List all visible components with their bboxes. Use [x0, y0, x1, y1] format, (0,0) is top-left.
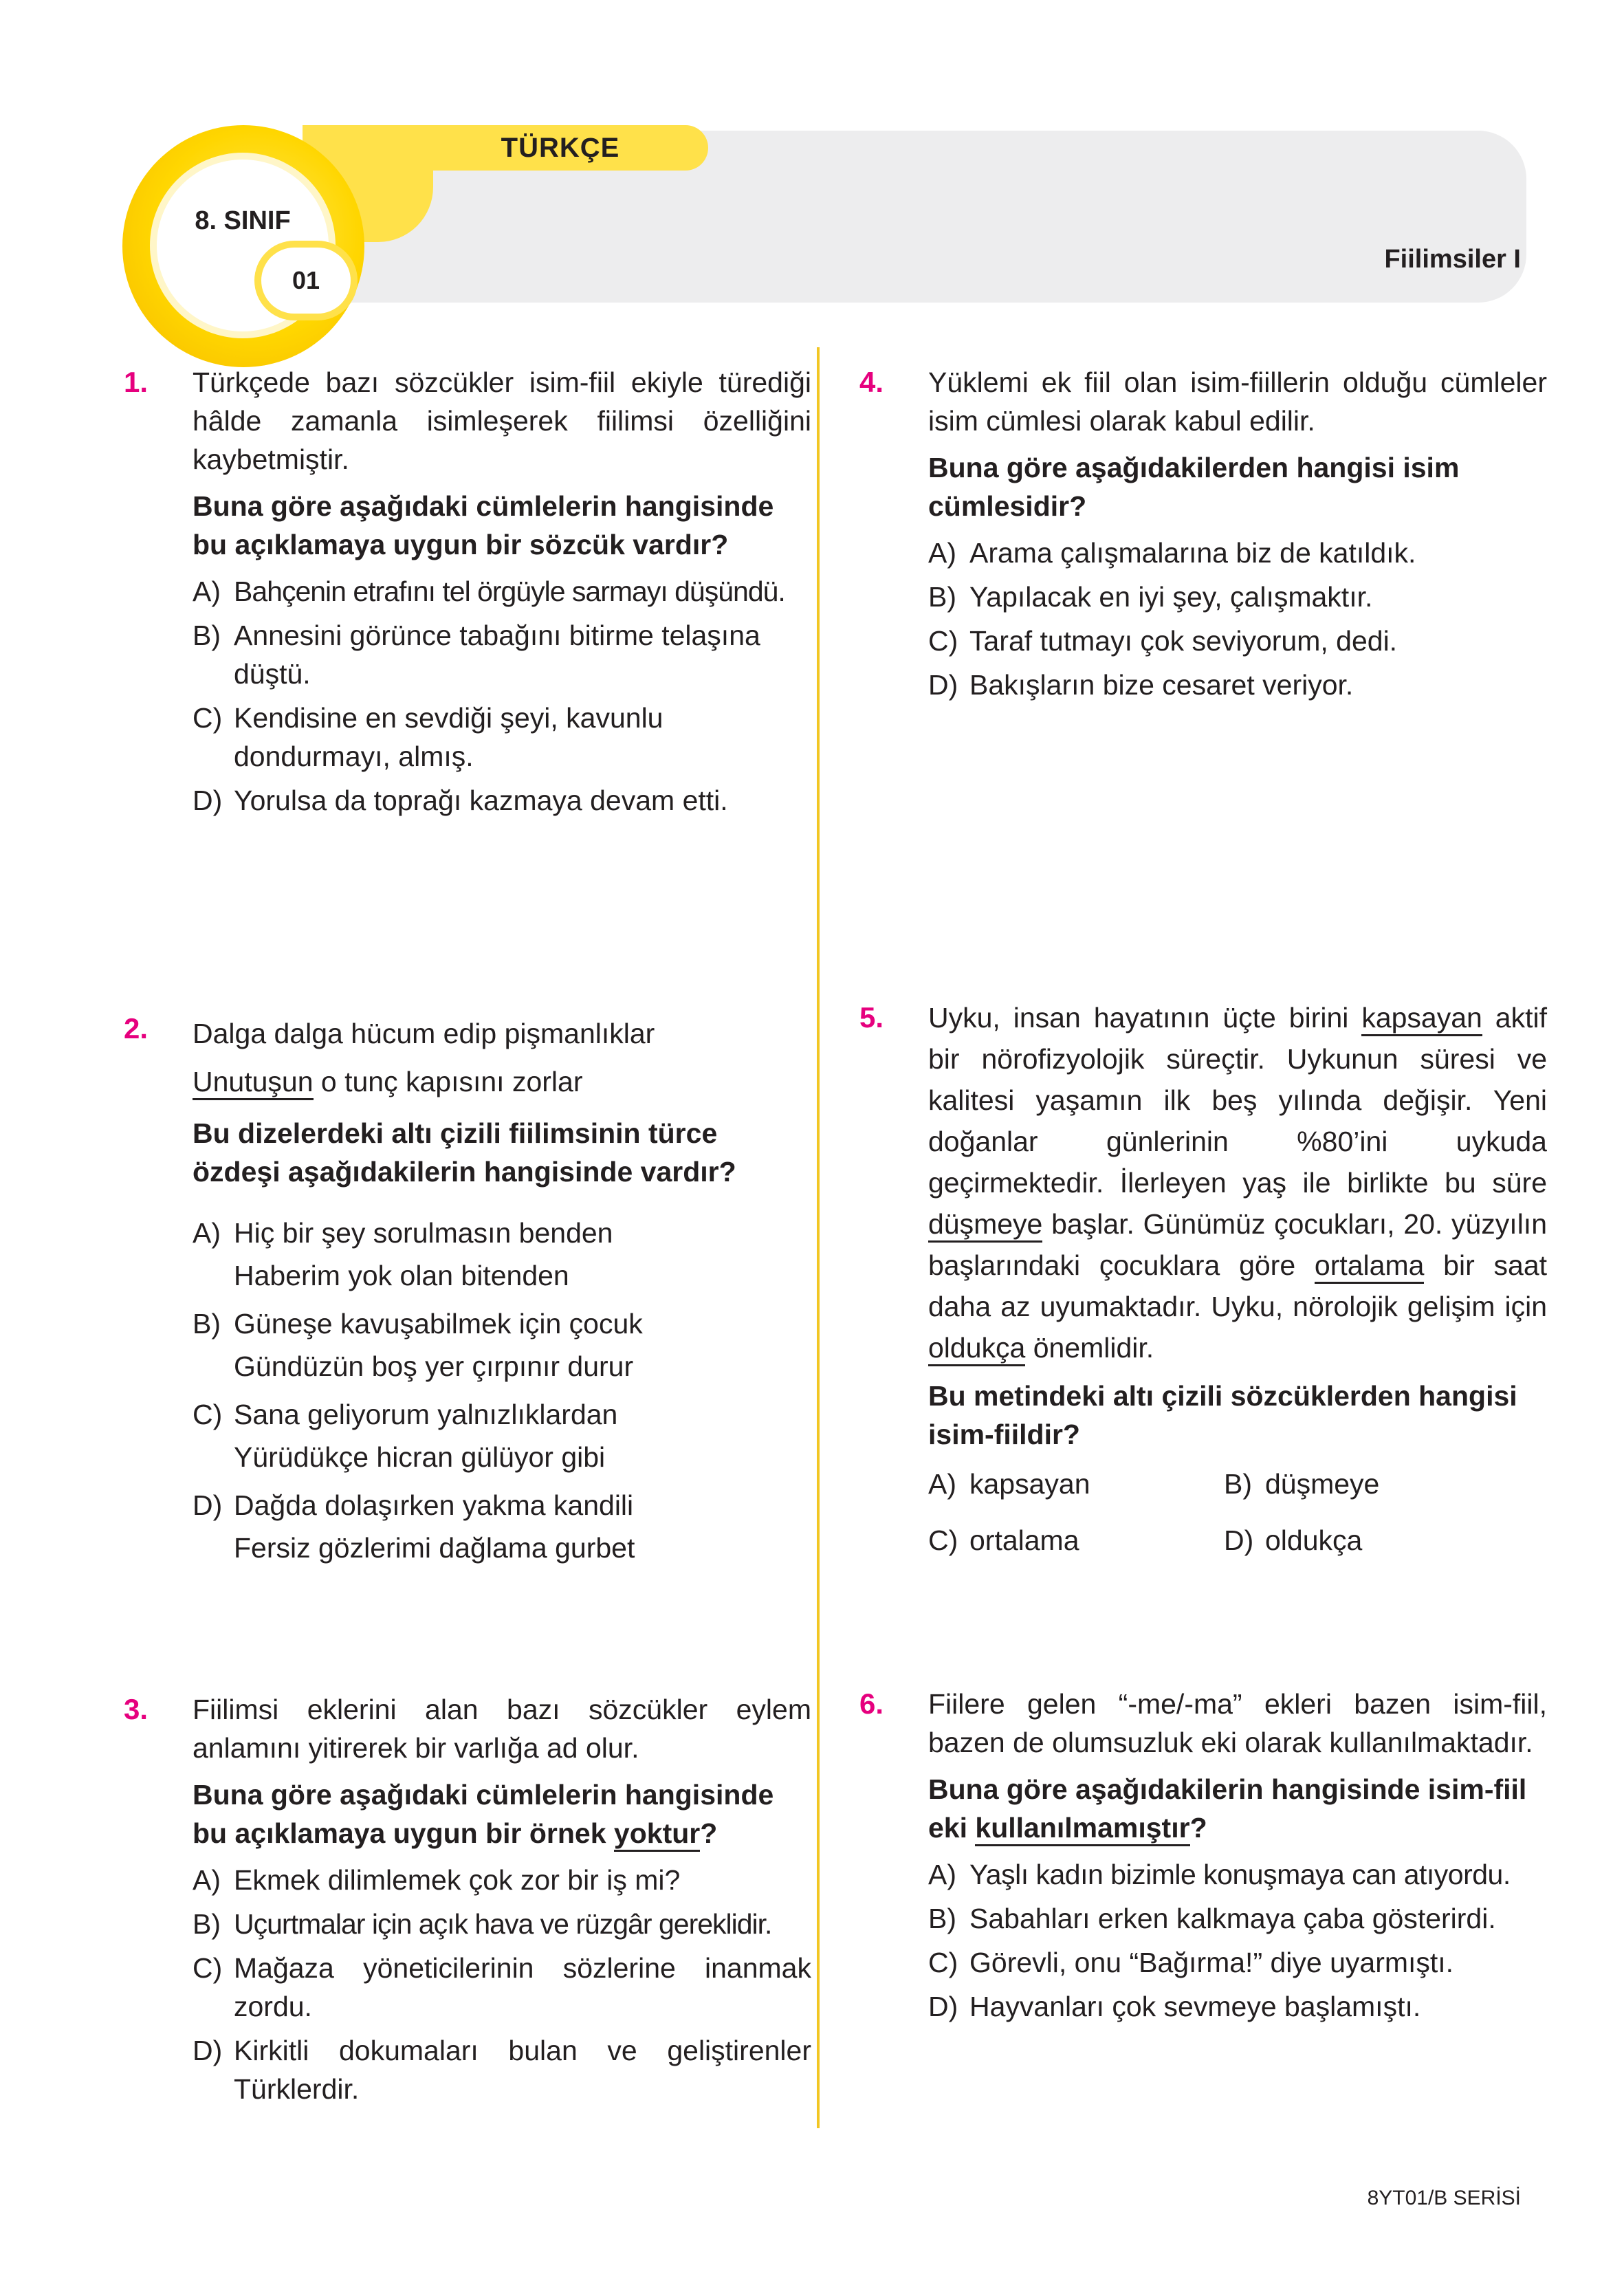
option-verse-line-1: Sana geliyorum yalnızlıklardan: [234, 1399, 618, 1430]
option-verse-line-2: Fersiz gözlerimi dağlama gurbet: [234, 1532, 635, 1564]
prompt-text: Buna göre aşağıdakilerin hangisinde isim-fiil eki: [928, 1773, 1527, 1844]
option-text: ortalama: [969, 1524, 1079, 1556]
option-text: oldukça: [1265, 1524, 1363, 1556]
option-letter: A): [928, 1468, 956, 1500]
underlined-word: kullanılmamıştır: [975, 1812, 1189, 1846]
question-number: 3.: [124, 1693, 149, 1725]
option-text: Yaşlı kadın bizimle konuşmaya can atıyordu.: [969, 1859, 1511, 1890]
option-letter: A): [193, 1864, 221, 1896]
option-verse-line-2: Yürüdükçe hicran gülüyor gibi: [234, 1441, 606, 1473]
verse-line-1: Dalga dalga hücum edip pişmanlıklar: [193, 1018, 655, 1049]
question-prompt: Bu dizelerdeki altı çizili fiilimsinin türce özdeşi aşağıdakilerin hangisinde vardır?: [193, 1117, 736, 1188]
option-letter: C): [193, 1952, 223, 1984]
option-b[interactable]: [193, 616, 811, 693]
option-letter: C): [928, 625, 958, 657]
passage-text: bir saat daha az uyumaktadır. Uyku, nörolojik gelişim için: [928, 1249, 1548, 1322]
options-list: [928, 1855, 1547, 2026]
option-letter: A): [928, 537, 956, 569]
options-list: [193, 1212, 811, 1569]
question-stem: Yüklemi ek fiil olan isim-fiillerin olduğu cümleler isim cümlesi olarak kabul edilir.: [928, 367, 1547, 437]
question-number: 1.: [124, 366, 149, 398]
option-letter: B): [928, 1903, 956, 1934]
option-d[interactable]: [193, 1484, 811, 1569]
underlined-word: düşmeye: [928, 1208, 1042, 1243]
option-text: Yapılacak en iyi şey, çalışmaktır.: [969, 581, 1373, 613]
option-d[interactable]: [1224, 1520, 1519, 1561]
underlined-word: oldukça: [928, 1332, 1025, 1366]
question-prompt: Bu metindeki altı çizili sözcüklerden hangisi isim-fiildir?: [928, 1380, 1517, 1450]
test-number-badge: 01: [261, 248, 351, 314]
option-c[interactable]: [928, 1943, 1547, 1982]
options-list: [193, 572, 811, 820]
option-text: Kirkitli dokumaları bulan ve geliştirenler Türklerdir.: [234, 2035, 811, 2105]
option-letter: A): [928, 1859, 956, 1890]
option-verse-line-1: Güneşe kavuşabilmek için çocuk: [234, 1308, 643, 1340]
option-c[interactable]: [193, 1949, 811, 2026]
column-divider: [817, 347, 820, 2128]
option-text: Bakışların bize cesaret veriyor.: [969, 669, 1354, 701]
option-c[interactable]: [193, 1393, 811, 1478]
option-verse-line-1: Dağda dolaşırken yakma kandili: [234, 1489, 634, 1521]
underlined-word: ortalama: [1315, 1249, 1425, 1284]
option-a[interactable]: [928, 1855, 1547, 1894]
underlined-word: kapsayan: [1361, 1002, 1482, 1036]
option-a[interactable]: [928, 1463, 1224, 1505]
option-verse-line-2: Haberim yok olan bitenden: [234, 1260, 569, 1291]
option-a[interactable]: [193, 1861, 811, 1899]
question-number: 4.: [859, 366, 884, 398]
question-prompt: Buna göre aşağıdaki cümlelerin hangisinde bu açıklamaya uygun bir sözcük vardır?: [193, 490, 774, 560]
option-d[interactable]: [193, 2031, 811, 2108]
passage-text: başlar. Günümüz çocukları, 20. yüzyılın başlarındaki çocuklara göre: [928, 1208, 1547, 1281]
option-letter: C): [928, 1524, 958, 1556]
option-letter: D): [193, 2035, 223, 2066]
option-text: Mağaza yöneticilerinin sözlerine inanmak zordu.: [234, 1952, 811, 2022]
passage-text: Uyku, insan hayatının üçte birini: [928, 1002, 1362, 1034]
series-code: 8YT01/B SERİSİ: [1367, 2187, 1521, 2209]
option-letter: B): [193, 1908, 221, 1940]
question-prompt: [928, 1770, 1547, 1847]
option-c[interactable]: [928, 622, 1547, 660]
question-passage: [928, 997, 1547, 1368]
option-text: Bahçenin etrafını tel örgüyle sarmayı düşündü.: [234, 576, 785, 607]
option-text: Kendisine en sevdiği şeyi, kavunlu dondurmayı, almış.: [234, 702, 663, 772]
question-stem: Fiilere gelen “-me/-ma” ekleri bazen isim-fiil, bazen de olumsuzluk eki olarak kullanılmaktadır.: [928, 1688, 1547, 1758]
question-5: [859, 997, 1547, 1566]
option-letter: B): [193, 1308, 221, 1340]
option-letter: D): [928, 1991, 958, 2022]
options-list: [928, 534, 1547, 704]
option-a[interactable]: [928, 534, 1547, 572]
question-number: 6.: [859, 1687, 884, 1720]
option-a[interactable]: [193, 1212, 811, 1297]
question-stem: Fiilimsi eklerini alan bazı sözcükler eylem anlamını yitirerek bir varlığa ad olur.: [193, 1694, 811, 1764]
option-b[interactable]: [928, 1899, 1547, 1938]
option-c[interactable]: [928, 1520, 1224, 1561]
option-letter: C): [928, 1947, 958, 1978]
option-verse-line-1: Hiç bir şey sorulmasın benden: [234, 1217, 613, 1249]
options-grid: [928, 1463, 1547, 1566]
option-b[interactable]: [1224, 1463, 1519, 1505]
option-b[interactable]: [193, 1302, 811, 1388]
question-3: [124, 1690, 811, 2114]
option-letter: A): [193, 1217, 221, 1249]
question-stem: Türkçede bazı sözcükler isim-fiil ekiyle türediği hâlde zamanla isimleşerek fiilimsi özelliğini kaybetmiştir.: [193, 367, 811, 475]
option-verse-line-2: Gündüzün boş yer çırpınır durur: [234, 1351, 634, 1382]
underlined-word: yoktur: [614, 1817, 700, 1852]
options-list: [193, 1861, 811, 2108]
option-text: Uçurtmalar için açık hava ve rüzgâr gereklidir.: [234, 1908, 772, 1940]
question-6: [859, 1685, 1547, 2031]
option-text: kapsayan: [969, 1468, 1090, 1500]
option-d[interactable]: [193, 781, 811, 820]
option-letter: D): [193, 785, 223, 816]
option-letter: B): [928, 581, 956, 613]
option-text: düşmeye: [1265, 1468, 1380, 1500]
question-4: [859, 363, 1547, 710]
option-a[interactable]: [193, 572, 811, 611]
option-d[interactable]: [928, 666, 1547, 704]
question-2: [124, 1009, 811, 1575]
option-letter: B): [193, 620, 221, 651]
option-text: Taraf tutmayı çok seviyorum, dedi.: [969, 625, 1398, 657]
prompt-text: ?: [1189, 1812, 1207, 1844]
option-text: Yorulsa da toprağı kazmaya devam etti.: [234, 785, 728, 816]
option-b[interactable]: [928, 578, 1547, 616]
question-number: 2.: [124, 1012, 149, 1045]
verse-line-2-rest: o tunç kapısını zorlar: [313, 1066, 583, 1097]
verse-line-2: [193, 1058, 811, 1106]
option-letter: C): [193, 1399, 223, 1430]
option-text: Ekmek dilimlemek çok zor bir iş mi?: [234, 1864, 681, 1896]
option-letter: B): [1224, 1468, 1252, 1500]
question-number: 5.: [859, 1001, 884, 1034]
prompt-text: Buna göre aşağıdaki cümlelerin hangisinde bu açıklamaya uygun bir örnek: [193, 1779, 774, 1849]
question-1: [124, 363, 811, 825]
option-text: Sabahları erken kalkmaya çaba gösterirdi.: [969, 1903, 1496, 1934]
option-text: Arama çalışmalarına biz de katıldık.: [969, 537, 1416, 569]
subject-label: TÜRKÇE: [413, 125, 708, 171]
option-d[interactable]: [928, 1987, 1547, 2026]
option-letter: D): [193, 1489, 223, 1521]
option-c[interactable]: [193, 699, 811, 776]
passage-text: aktif bir nörofizyolojik süreçtir. Uykunun süresi ve kalitesi yaşamın ilk beş yılında değişir. Yeni doğanlar günlerinin %80’ini uykuda geçirmektedir. İlerleyen yaş ile birlikte bu süre: [928, 1002, 1547, 1199]
grade-label: 8. SINIF: [195, 206, 291, 235]
option-letter: C): [193, 702, 223, 734]
prompt-text: ?: [700, 1817, 718, 1849]
option-letter: D): [928, 669, 958, 701]
question-prompt: Buna göre aşağıdakilerden hangisi isim cümlesidir?: [928, 452, 1460, 522]
option-text: Görevli, onu “Bağırma!” diye uyarmıştı.: [969, 1947, 1454, 1978]
option-text: Annesini görünce tabağını bitirme telaşına düştü.: [234, 620, 760, 690]
underlined-word: Unutuşun: [193, 1066, 314, 1100]
option-b[interactable]: [193, 1905, 811, 1943]
option-letter: D): [1224, 1524, 1254, 1556]
passage-text: önemlidir.: [1025, 1332, 1154, 1364]
question-prompt: [193, 1775, 811, 1852]
option-text: Hayvanları çok sevmeye başlamıştı.: [969, 1991, 1421, 2022]
topic-title: Fiilimsiler I: [1384, 245, 1521, 274]
option-letter: A): [193, 576, 221, 607]
